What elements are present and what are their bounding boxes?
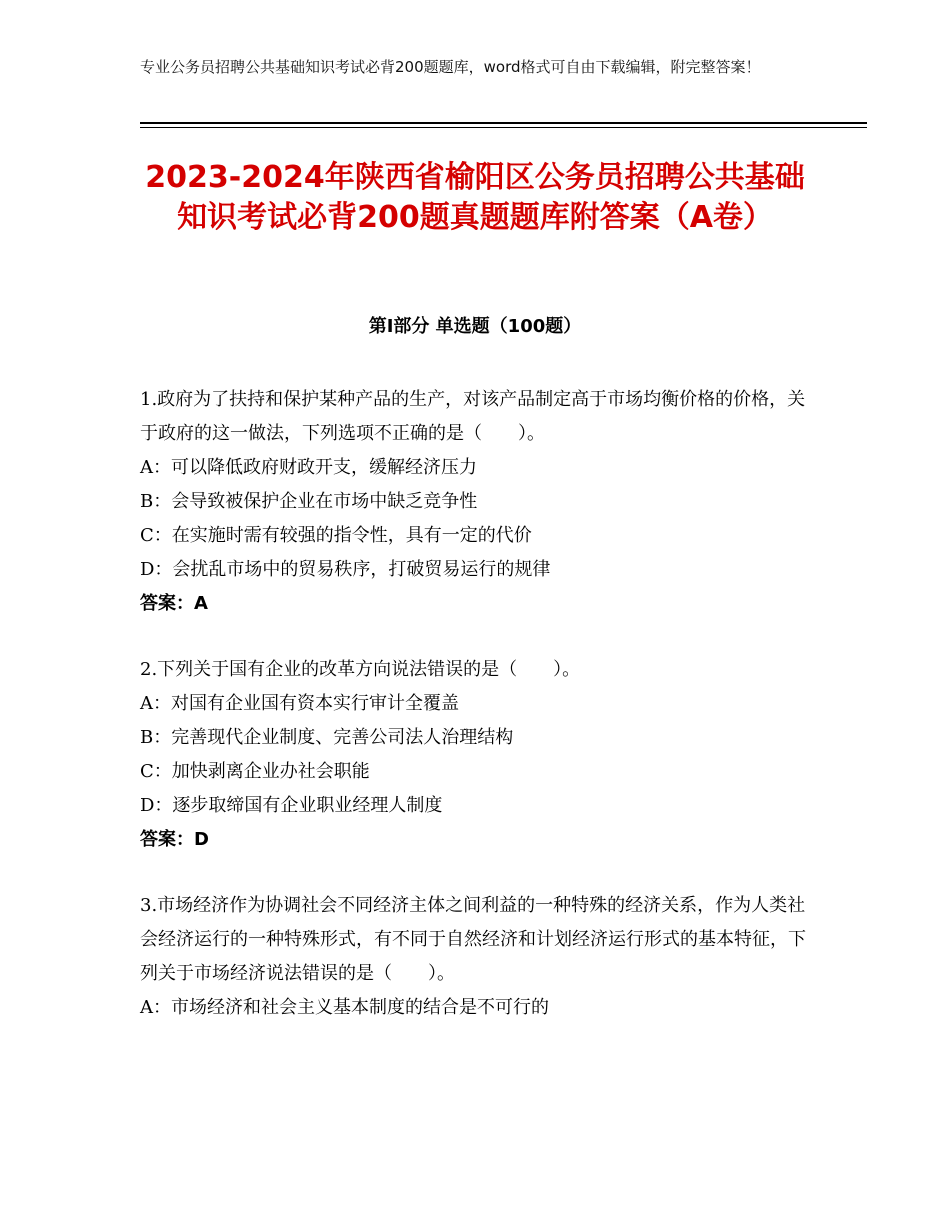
header-note: 专业公务员招聘公共基础知识考试必背200题题库，word格式可自由下载编辑，附完整答案！ xyxy=(140,58,761,76)
question-stem: 3.市场经济作为协调社会不同经济主体之间利益的一种特殊的经济关系，作为人类社会经济运行的一种特殊形式，有不同于自然经济和计划经济运行形式的基本特征，下列关于市场经济说法错误的是（ ）。 xyxy=(140,895,806,984)
answer-label: 答案：D xyxy=(140,829,209,850)
option-d: D：逐步取缔国有企业职业经理人制度 xyxy=(140,795,443,816)
question-1 xyxy=(140,383,820,621)
option-d: D：会扰乱市场中的贸易秩序，打破贸易运行的规律 xyxy=(140,559,551,580)
header-rule-thick xyxy=(140,122,867,124)
question-stem: 1.政府为了扶持和保护某种产品的生产，对该产品制定高于市场均衡价格的价格，关于政府的这一做法，下列选项不正确的是（ ）。 xyxy=(140,389,806,444)
option-b: B：会导致被保护企业在市场中缺乏竞争性 xyxy=(140,491,478,512)
question-stem: 2.下列关于国有企业的改革方向说法错误的是（ ）。 xyxy=(140,659,581,680)
question-3 xyxy=(140,889,820,1025)
section-title: 第Ⅰ部分 单选题（100题） xyxy=(368,316,582,337)
option-a: A：市场经济和社会主义基本制度的结合是不可行的 xyxy=(140,997,549,1018)
option-c: C：加快剥离企业办社会职能 xyxy=(140,761,370,782)
document-title: 2023-2024年陕西省榆阳区公务员招聘公共基础知识考试必背200题真题题库附答案（A卷） xyxy=(145,160,805,235)
question-2 xyxy=(140,653,820,857)
option-b: B：完善现代企业制度、完善公司法人治理结构 xyxy=(140,727,514,748)
header-rule-thin xyxy=(140,127,867,128)
answer-label: 答案：A xyxy=(140,593,208,614)
option-a: A：对国有企业国有资本实行审计全覆盖 xyxy=(140,693,459,714)
question-list xyxy=(140,383,820,1057)
option-c: C：在实施时需有较强的指令性，具有一定的代价 xyxy=(140,525,532,546)
option-a: A：可以降低政府财政开支，缓解经济压力 xyxy=(140,457,477,478)
